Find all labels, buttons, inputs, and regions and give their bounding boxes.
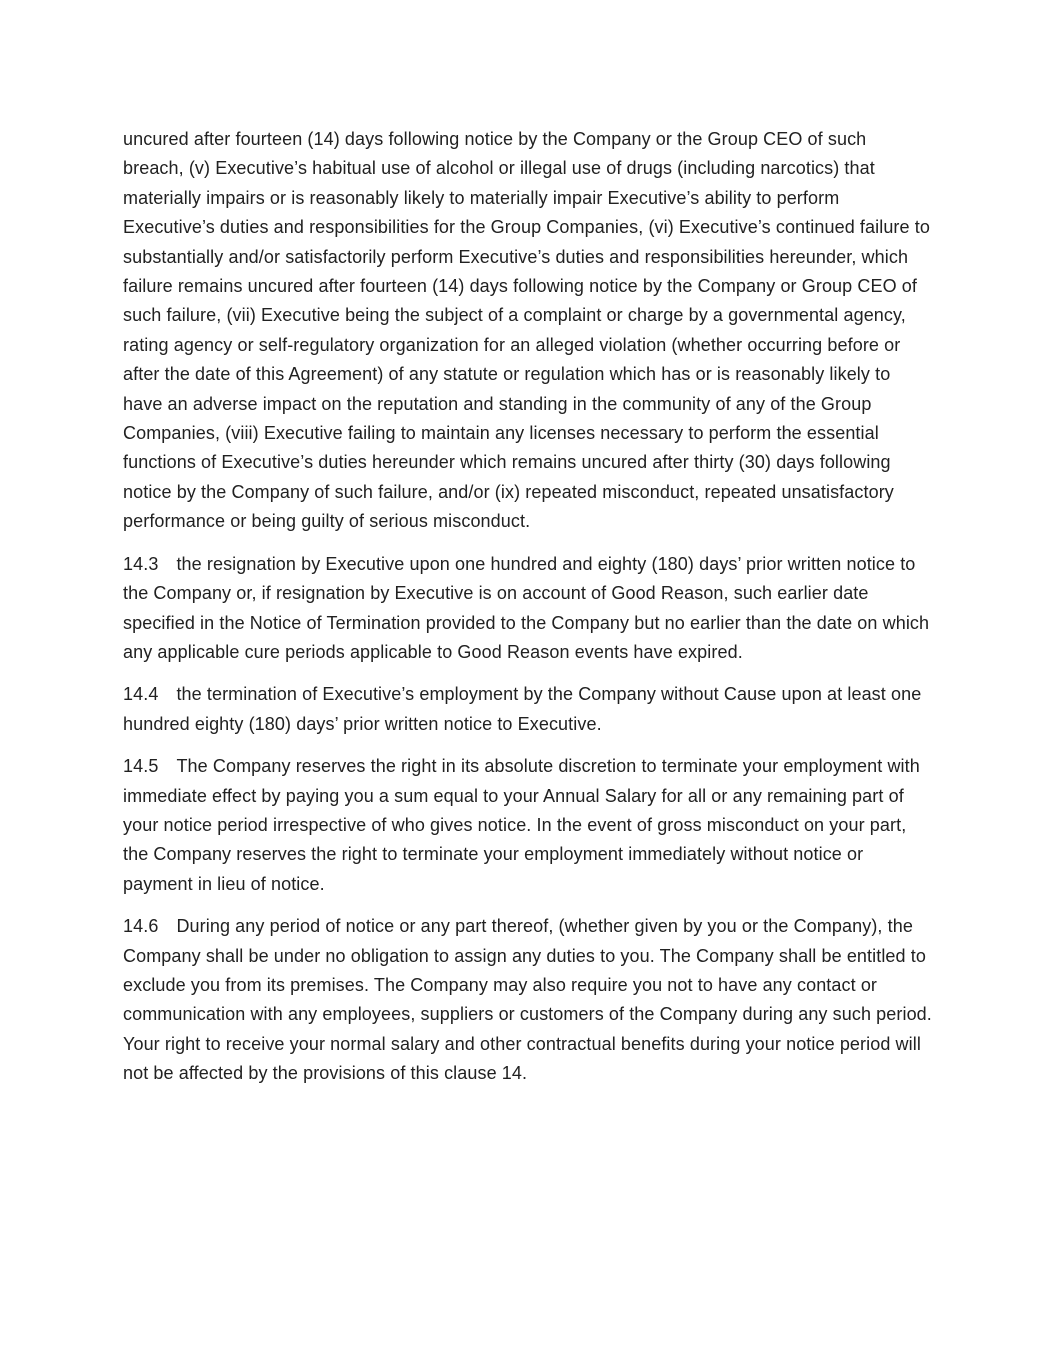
clause-14-6-paragraph [123, 912, 932, 1088]
clause-number: 14.6 [123, 916, 159, 937]
clause-number: 14.5 [123, 756, 159, 777]
clause-14-3-paragraph [123, 550, 932, 668]
clause-text: The Company reserves the right in its absolute discretion to terminate your employment with immediate effect by paying you a sum equal to your Annual Salary for all or any remaining part of your notice period irrespective of who gives notice. In the event of gross misconduct on your part, the Company reserves the right to terminate your employment immediately without notice or payment in lieu of notice. [123, 756, 920, 894]
clause-14-4-paragraph [123, 680, 932, 739]
clause-text: the termination of Executive’s employment by the Company without Cause upon at least one hundred eighty (180) days’ prior written notice to Executive. [123, 684, 922, 734]
clause-text: uncured after fourteen (14) days following notice by the Company or the Group CEO of such breach, (v) Executive’s habitual use of alcohol or illegal use of drugs (including narcotics) that materially impairs or is reasonably likely to materially impair Executive’s ability to perform Executive’s duties and responsibilities for the Group Companies, (vi) Executive’s continued failure to substantially and/or satisfactorily perform Executive’s duties and responsibilities hereunder, which failure remains uncured after fourteen (14) days following notice by the Company or Group CEO of such failure, (vii) Executive being the subject of a complaint or charge by a governmental agency, rating agency or self-regulatory organization for an alleged violation (whether occurring before or after the date of this Agreement) of any statute or regulation which has or is reasonably likely to have an adverse impact on the reputation and standing in the community of any of the Group Companies, (viii) Executive failing to maintain any licenses necessary to perform the essential functions of Executive’s duties hereunder which remains uncured after thirty (30) days following notice by the Company of such failure, and/or (ix) repeated misconduct, repeated unsatisfactory performance or being guilty of serious misconduct. [123, 129, 930, 532]
clause-continuation-paragraph [123, 125, 932, 537]
clause-number: 14.3 [123, 553, 159, 574]
clause-text: the resignation by Executive upon one hundred and eighty (180) days’ prior written notice to the Company or, if resignation by Executive is on account of Good Reason, such earlier date specified in the Notice of Termination provided to the Company but no earlier than the date on which any applicable cure periods applicable to Good Reason events have expired. [123, 553, 930, 662]
clause-14-5-paragraph [123, 752, 932, 899]
clause-text: During any period of notice or any part thereof, (whether given by you or the Company), the Company shall be under no obligation to assign any duties to you. The Company shall be entitled to exclude you from its premises. The Company may also require you not to have any contact or communication with any employees, suppliers or customers of the Company during any such period. Your right to receive your normal salary and other contractual benefits during your notice period will not be affected by the provisions of this clause 14. [123, 916, 932, 1084]
clause-number: 14.4 [123, 684, 159, 705]
